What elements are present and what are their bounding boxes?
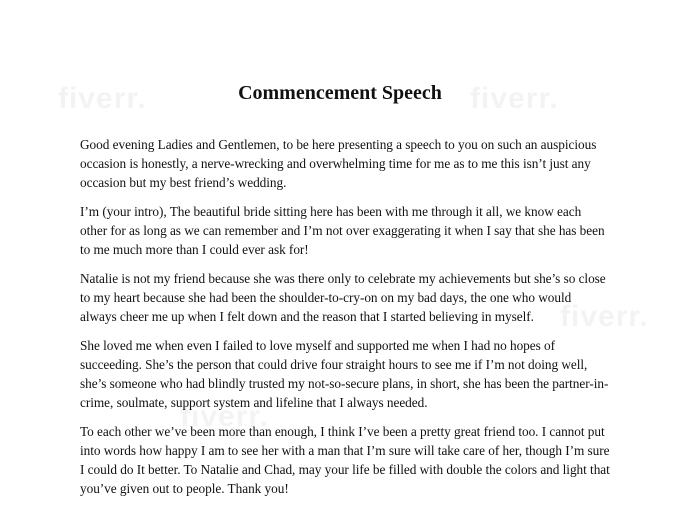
speech-paragraph: I’m (your intro), The beautiful bride sitting here has been with me through it all, we know each other for as long as we can remember and I’m not over exaggerating it when I say that she has been to me much more than I could ever ask for!: [80, 204, 605, 257]
document-body: [80, 135, 610, 508]
speech-paragraph: Good evening Ladies and Gentlemen, to be here presenting a speech to you on such an auspicious occasion is honestly, a nerve-wrecking and overwhelming time for me as to me this isn’t just any occasion but my best friend’s wedding.: [80, 137, 597, 190]
speech-paragraph: Natalie is not my friend because she was there only to celebrate my achievements but she’s so close to my heart because she had been the shoulder-to-cry-on on my bad days, the one who would always cheer me up when I felt down and the reason that I started believing in myself.: [80, 271, 606, 324]
document-title: Commencement Speech: [238, 82, 442, 104]
speech-paragraph: To each other we’ve been more than enough, I think I’ve been a pretty great friend too. I cannot put into words how happy I am to see her with a man that I’m sure will take care of her, though I’m sure I could do It better. To Natalie and Chad, may your life be filled with double the colors and light that you’ve given out to people. Thank you!: [80, 424, 610, 496]
speech-paragraph: She loved me when even I failed to love myself and supported me when I had no hopes of succeeding. She’s the person that could drive four straight hours to see me if I’m not doing well, she’s someone who had blindly trusted my not-so-secure plans, in short, she has been the partner-in-crime, soulmate, support system and lifeline that I always needed.: [80, 338, 609, 410]
